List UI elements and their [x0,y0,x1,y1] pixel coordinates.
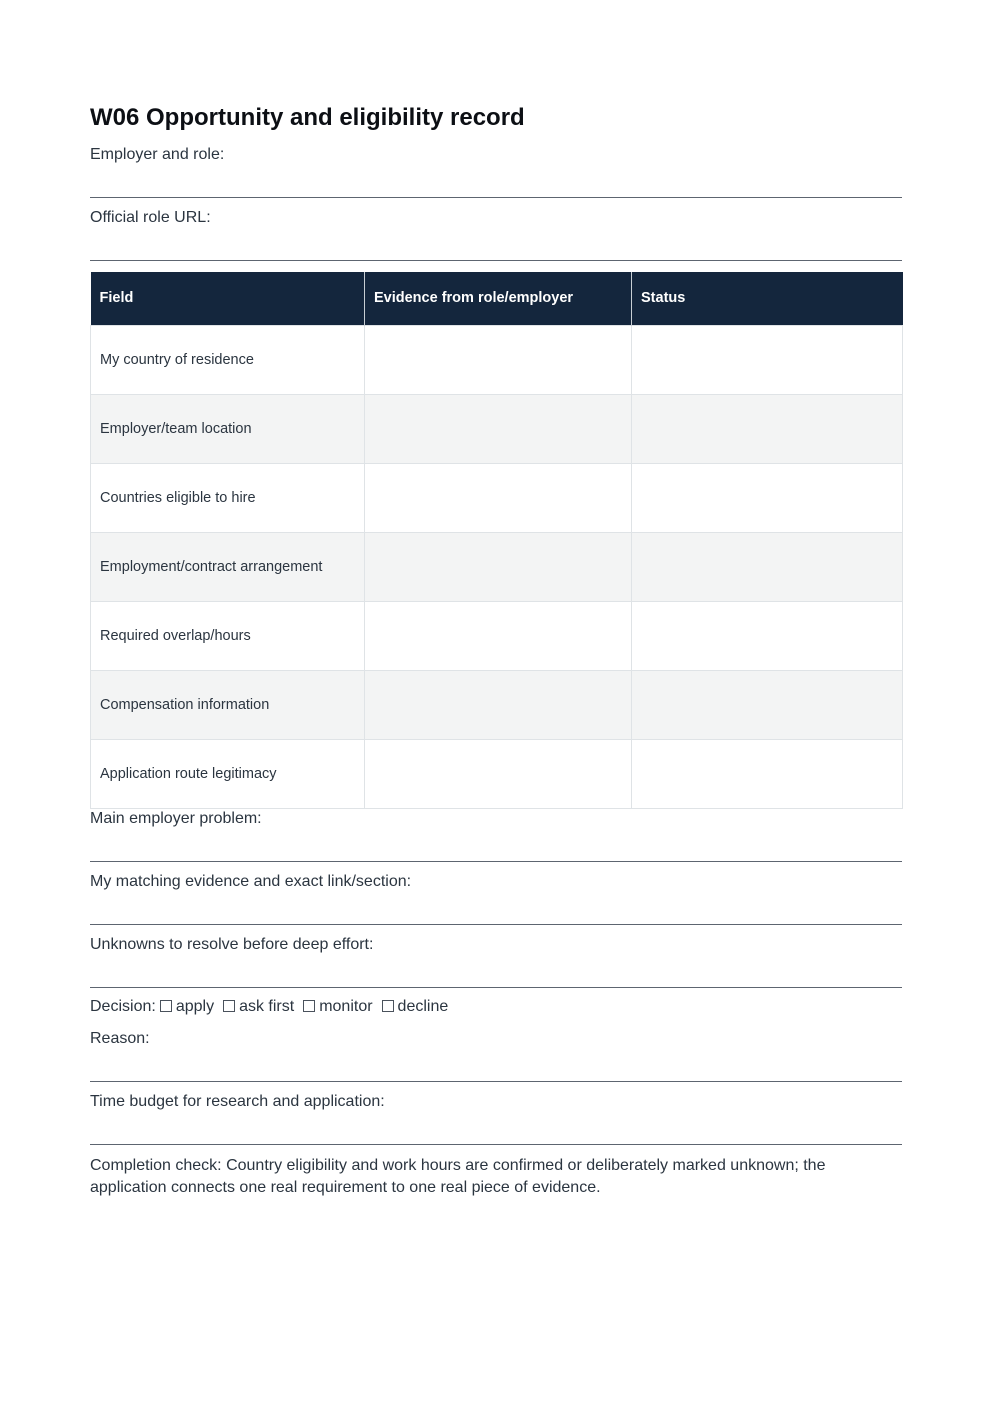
status-cell[interactable] [632,739,903,808]
employer-role-line[interactable] [90,197,902,198]
checkbox-icon[interactable] [160,1000,172,1012]
status-cell[interactable] [632,325,903,394]
checkbox-icon[interactable] [303,1000,315,1012]
matching-evidence-line[interactable] [90,924,902,925]
decision-option-monitor[interactable] [299,998,372,1016]
eligibility-table [90,272,903,809]
table-row [91,601,903,670]
evidence-cell[interactable] [365,394,632,463]
table-row [91,394,903,463]
option-label: ask first [239,998,295,1015]
employer-problem-label: Main employer problem: [90,810,262,827]
field-cell: Required overlap/hours [91,601,365,670]
status-cell[interactable] [632,463,903,532]
employer-role-label: Employer and role: [90,146,225,163]
option-label: apply [175,998,215,1015]
table-row [91,463,903,532]
evidence-cell[interactable] [365,670,632,739]
field-cell: Employer/team location [91,394,365,463]
status-cell[interactable] [632,670,903,739]
checkbox-icon[interactable] [223,1000,235,1012]
table-row [91,325,903,394]
completion-check: Completion check: Country eligibility and work hours are confirmed or deliberately marked unknown; the application connects one real requirement to one real piece of evidence. [90,1157,826,1196]
reason-line[interactable] [90,1081,902,1082]
matching-evidence-label: My matching evidence and exact link/section: [90,873,412,890]
header-status: Status [632,272,903,325]
header-evidence: Evidence from role/employer [365,272,632,325]
field-cell: Countries eligible to hire [91,463,365,532]
field-cell: Application route legitimacy [91,739,365,808]
time-budget-label: Time budget for research and application: [90,1093,385,1110]
header-field: Field [91,272,365,325]
evidence-cell[interactable] [365,739,632,808]
role-url-line[interactable] [90,260,902,261]
field-cell: My country of residence [91,325,365,394]
evidence-cell[interactable] [365,325,632,394]
field-cell: Compensation information [91,670,365,739]
status-cell[interactable] [632,601,903,670]
time-budget-line[interactable] [90,1144,902,1145]
checkbox-icon[interactable] [382,1000,394,1012]
role-url-label: Official role URL: [90,209,211,226]
decision-option-apply[interactable] [156,998,214,1016]
table-row [91,739,903,808]
decision-row [90,998,453,1016]
evidence-cell[interactable] [365,532,632,601]
decision-label: Decision: [90,998,156,1015]
table-row [91,670,903,739]
unknowns-label: Unknowns to resolve before deep effort: [90,936,374,953]
page-title: W06 Opportunity and eligibility record [90,104,525,131]
reason-label: Reason: [90,1030,150,1047]
decision-option-decline[interactable] [378,998,449,1016]
field-cell: Employment/contract arrangement [91,532,365,601]
option-label: decline [397,998,449,1015]
employer-problem-line[interactable] [90,861,902,862]
status-cell[interactable] [632,394,903,463]
table-row [91,532,903,601]
table-header-row [91,272,903,325]
decision-option-ask-first[interactable] [219,998,294,1016]
option-label: monitor [319,998,373,1015]
unknowns-line[interactable] [90,987,902,988]
status-cell[interactable] [632,532,903,601]
evidence-cell[interactable] [365,463,632,532]
evidence-cell[interactable] [365,601,632,670]
